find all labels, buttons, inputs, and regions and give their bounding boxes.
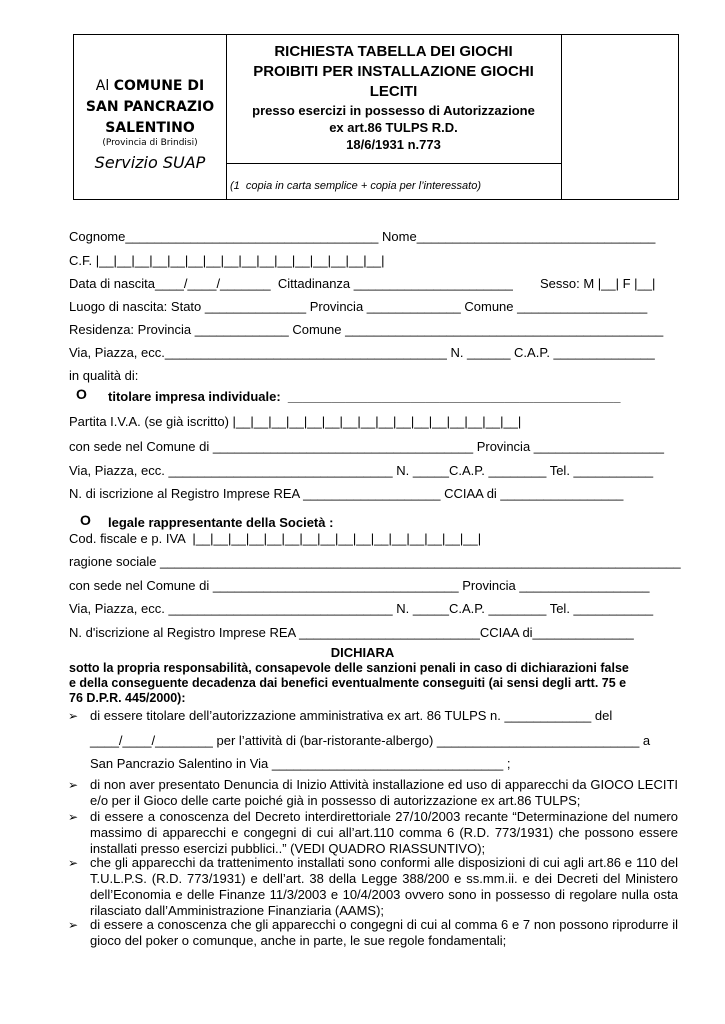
rea-field-2[interactable]: N. d'iscrizione al Registro Imprese REA _________________________CCIAA di______________ bbox=[69, 625, 634, 640]
codice-fiscale-piva-field[interactable]: Cod. fiscale e p. IVA |__|__|__|__|__|__|__|__|__|__|__|__|__|__|__|__| bbox=[69, 531, 482, 546]
service-label: Servizio SUAP bbox=[94, 153, 206, 172]
bullet-arrow-icon: ➢ bbox=[68, 778, 79, 792]
dichiara-heading: DICHIARA bbox=[330, 645, 395, 660]
rea-field-1[interactable]: N. di iscrizione al Registro Imprese REA ___________________ CCIAA di _________________ bbox=[69, 486, 624, 501]
legale-option-mark[interactable]: O bbox=[80, 512, 91, 528]
recipient-line1 bbox=[74, 78, 226, 94]
declaration-item-decreto: di essere a conoscenza del Decreto interdirettoriale 27/10/2003 recante “Determinazione del numero massimo di apparecchi e congegni di cui all’art.110 comma 6 (R.D. 773/1931) che possono essere installati presso esercizi pubblici..” (VEDI QUADRO RIASSUNTIVO); bbox=[90, 809, 678, 856]
sede-comune-field-2[interactable]: con sede nel Comune di __________________________________ Provincia __________________ bbox=[69, 578, 650, 593]
dichiara-intro-line3: 76 D.P.R. 445/2000): bbox=[69, 691, 186, 705]
doc-subtitle-line3: 18/6/1931 n.773 bbox=[346, 137, 441, 152]
doc-title-line2: PROIBITI PER INSTALLAZIONE GIOCHI bbox=[253, 63, 534, 80]
titolare-field[interactable]: titolare impresa individuale: ______________________________________________ bbox=[108, 389, 621, 404]
bullet-arrow-icon: ➢ bbox=[68, 709, 79, 723]
residenza-field[interactable]: Residenza: Provincia _____________ Comune ____________________________________________ bbox=[69, 322, 664, 337]
bullet-arrow-icon: ➢ bbox=[68, 856, 79, 870]
doc-title-line3: LECITI bbox=[369, 83, 418, 100]
codice-fiscale-field[interactable]: C.F. |__|__|__|__|__|__|__|__|__|__|__|__|__|__|__|__| bbox=[69, 253, 385, 268]
town-name-line2: SALENTINO bbox=[105, 120, 195, 136]
legale-label: legale rappresentante della Società : bbox=[108, 515, 334, 530]
sede-comune-field-1[interactable]: con sede nel Comune di ____________________________________ Provincia __________________ bbox=[69, 439, 664, 454]
doc-subtitle-line2: ex art.86 TULPS R.D. bbox=[329, 120, 458, 135]
via-sede-field-2[interactable]: Via, Piazza, ecc. _______________________________ N. _____C.A.P. ________ Tel. ___________ bbox=[69, 601, 654, 616]
town-name-line1: SAN PANCRAZIO bbox=[85, 99, 215, 115]
via-residenza-field[interactable]: Via, Piazza, ecc._______________________________________ N. ______ C.A.P. ______________ bbox=[69, 345, 655, 360]
dichiara-intro-line1: sotto la propria responsabilità, consapevole delle sanzioni penali in caso di dichiarazioni false bbox=[69, 661, 629, 675]
via-sede-field-1[interactable]: Via, Piazza, ecc. _______________________________ N. _____C.A.P. ________ Tel. ___________ bbox=[69, 463, 654, 478]
province-label: (Provincia di Brindisi) bbox=[102, 138, 198, 148]
header-divider bbox=[226, 163, 561, 164]
bullet-arrow-icon: ➢ bbox=[68, 918, 79, 932]
header-right-divider bbox=[561, 35, 562, 199]
dichiara-intro-line2: e della conseguente decadenza dai benefici eventualmente conseguiti (ai sensi degli artt. 75 e bbox=[69, 676, 627, 690]
copies-note: (1 copia in carta semplice + copia per l’interessato) bbox=[230, 180, 481, 192]
data-nascita-field[interactable]: Data di nascita____/____/_______ Cittadinanza ______________________ bbox=[69, 276, 513, 291]
sesso-field[interactable]: Sesso: M |__| F |__| bbox=[540, 276, 656, 291]
header-table bbox=[73, 34, 679, 200]
autorizzazione-line2[interactable]: ____/____/________ per l’attività di (bar-ristorante-albergo) ____________________________ a bbox=[90, 733, 651, 748]
bullet-arrow-icon: ➢ bbox=[68, 810, 79, 824]
doc-title-line1: RICHIESTA TABELLA DEI GIOCHI bbox=[274, 43, 513, 60]
declaration-item-poker: di essere a conoscenza che gli apparecchi o congegni di cui al comma 6 e 7 non possono riprodurre il gioco del poker o comunque, anche in parte, le sue regole fondamentali; bbox=[90, 917, 678, 948]
titolare-option-mark[interactable]: O bbox=[76, 386, 87, 402]
declaration-item-dia: di non aver presentato Denuncia di Inizio Attività installazione ed uso di apparecchi da GIOCO LECITI e/o per il Gioco delle carte poiché già in possesso di autorizzazione ex art.86 TULPS; bbox=[90, 777, 678, 808]
recipient-cell bbox=[74, 35, 227, 199]
recipient-al: Al bbox=[95, 78, 110, 94]
autorizzazione-line1[interactable]: di essere titolare dell’autorizzazione amministrativa ex art. 86 TULPS n. ____________ del bbox=[90, 708, 613, 723]
doc-subtitle-line1: presso esercizi in possesso di Autorizzazione bbox=[252, 103, 535, 118]
qualita-label: in qualità di: bbox=[69, 368, 139, 383]
cognome-nome-field[interactable]: Cognome___________________________________ Nome_________________________________ bbox=[69, 229, 656, 244]
recipient-comune: COMUNE DI bbox=[113, 78, 205, 94]
declaration-item-conformita: che gli apparecchi da trattenimento installati sono conformi alle disposizioni di cui agli art.86 e 110 del T.U.L.P.S. (R.D. 773/1931) e dell’art. 38 della Legge 388/200 e ss.mm.ii. e dei Decreti del Ministero dell’Economia e delle Finanze 11/3/2003 e 10/4/2003 ovvero sono in possesso di regolare nulla osta rilasciato dall’Amministrazione Finanziaria (AAMS); bbox=[90, 855, 678, 918]
ragione-sociale-field[interactable]: ragione sociale ________________________________________________________________________ bbox=[69, 554, 681, 569]
luogo-nascita-field[interactable]: Luogo di nascita: Stato ______________ Provincia _____________ Comune __________________ bbox=[69, 299, 648, 314]
autorizzazione-line3[interactable]: San Pancrazio Salentino in Via ________________________________ ; bbox=[90, 756, 511, 771]
partita-iva-field[interactable]: Partita I.V.A. (se già iscritto) |__|__|__|__|__|__|__|__|__|__|__|__|__|__|__|__| bbox=[69, 414, 522, 429]
